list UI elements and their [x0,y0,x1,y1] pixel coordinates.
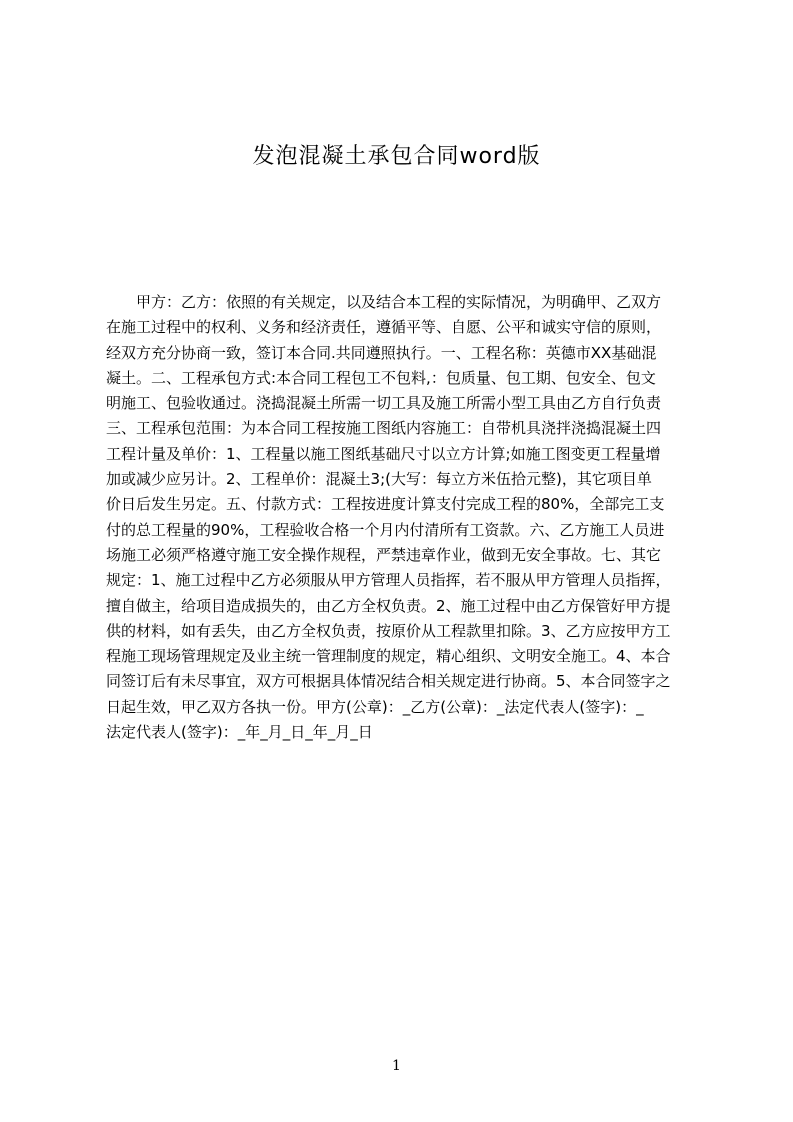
body-line: 程施工现场管理规定及业主统一管理制度的规定，精心组织、文明安全施工。4、本合 [106,647,671,666]
body-line: 价日后发生另定。五、付款方式：工程按进度计算支付完成工程的80%，全部完工支 [106,495,665,514]
body-line: 同签订后有未尽事宜，双方可根据具体情况结合相关规定进行协商。5、本合同签字之 [106,672,671,691]
body-line: 规定：1、施工过程中乙方必须服从甲方管理人员指挥，若不服从甲方管理人员指挥， [106,571,671,590]
contract-body [106,290,698,770]
body-line: 擅自做主，给项目造成损失的，由乙方全权负责。2、施工过程中由乙方保管好甲方提 [106,596,671,615]
page-number: 1 [392,1058,401,1074]
body-line: 在施工过程中的权利、义务和经济责任，遵循平等、自愿、公平和诚实守信的原则， [106,318,662,337]
body-line: 加或减少应另计。2、工程单价：混凝土3;(大写：每立方米伍拾元整)，其它项目单 [106,470,652,489]
body-line: 经双方充分协商一致，签订本合同.共同遵照执行。一、工程名称：英德市XX基础混 [106,343,657,362]
document-title: 发泡混凝土承包合同word版 [252,144,541,169]
body-line: 日起生效，甲乙双方各执一份。甲方(公章)：_乙方(公章)：_法定代表人(签字)：_ [106,697,644,716]
body-line: 场施工必须严格遵守施工安全操作规程，严禁违章作业，做到无安全事故。七、其它 [106,545,662,564]
body-line: 凝土。二、工程承包方式:本合同工程包工不包料,：包质量、包工期、包安全、包文 [106,368,656,387]
body-line: 法定代表人(签字)：_年_月_日_年_月_日 [106,723,373,742]
body-line: 甲方：乙方：依照的有关规定，以及结合本工程的实际情况，为明确甲、乙双方 [106,293,662,311]
body-line: 付的总工程量的90%，工程验收合格一个月内付清所有工资款。六、乙方施工人员进 [106,520,665,539]
body-line: 工程计量及单价：1、工程量以施工图纸基础尺寸以立方计算;如施工图变更工程量增 [106,444,661,463]
body-line: 三、工程承包范围：为本合同工程按施工图纸内容施工：自带机具浇拌浇捣混凝土四 [106,419,662,438]
body-line: 供的材料，如有丢失，由乙方全权负责，按原价从工程款里扣除。3、乙方应按甲方工 [106,621,671,640]
body-line: 明施工、包验收通过。浇捣混凝土所需一切工具及施工所需小型工具由乙方自行负责 [106,394,662,413]
